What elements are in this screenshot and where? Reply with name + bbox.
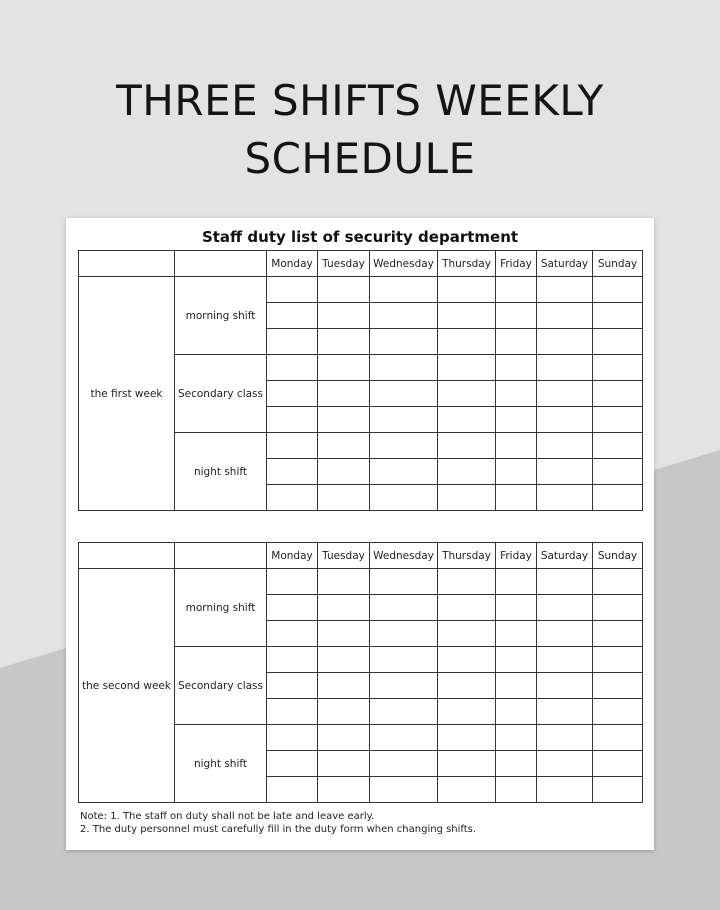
page-title bbox=[0, 72, 720, 188]
duty-cell[interactable] bbox=[496, 751, 537, 777]
duty-cell[interactable] bbox=[537, 277, 593, 303]
corner-cell bbox=[79, 543, 175, 569]
duty-cell[interactable] bbox=[496, 777, 537, 803]
duty-cell[interactable] bbox=[438, 277, 496, 303]
duty-cell[interactable] bbox=[537, 777, 593, 803]
duty-cell[interactable] bbox=[438, 355, 496, 381]
day-header-tuesday: Tuesday bbox=[318, 543, 370, 569]
duty-cell[interactable] bbox=[438, 381, 496, 407]
day-header-sunday: Sunday bbox=[593, 543, 643, 569]
duty-cell[interactable] bbox=[318, 621, 370, 647]
duty-cell[interactable] bbox=[496, 433, 537, 459]
day-header-sunday: Sunday bbox=[593, 251, 643, 277]
duty-cell[interactable] bbox=[370, 381, 438, 407]
duty-cell[interactable] bbox=[593, 621, 643, 647]
duty-cell[interactable] bbox=[496, 595, 537, 621]
duty-cell[interactable] bbox=[496, 725, 537, 751]
duty-cell[interactable] bbox=[496, 485, 537, 511]
duty-cell[interactable] bbox=[318, 303, 370, 329]
duty-cell[interactable] bbox=[593, 595, 643, 621]
duty-cell[interactable] bbox=[496, 381, 537, 407]
duty-cell[interactable] bbox=[267, 621, 318, 647]
duty-cell[interactable] bbox=[537, 407, 593, 433]
duty-cell[interactable] bbox=[267, 433, 318, 459]
duty-cell[interactable] bbox=[537, 647, 593, 673]
duty-cell[interactable] bbox=[318, 595, 370, 621]
duty-cell[interactable] bbox=[438, 699, 496, 725]
duty-cell[interactable] bbox=[496, 303, 537, 329]
duty-cell[interactable] bbox=[267, 355, 318, 381]
duty-cell[interactable] bbox=[318, 433, 370, 459]
duty-cell[interactable] bbox=[593, 355, 643, 381]
duty-cell[interactable] bbox=[593, 407, 643, 433]
duty-cell[interactable] bbox=[438, 459, 496, 485]
duty-cell[interactable] bbox=[537, 329, 593, 355]
duty-cell[interactable] bbox=[318, 673, 370, 699]
duty-cell[interactable] bbox=[496, 277, 537, 303]
duty-cell[interactable] bbox=[370, 647, 438, 673]
duty-cell[interactable] bbox=[593, 433, 643, 459]
day-header-monday: Monday bbox=[267, 251, 318, 277]
shift-label-night: night shift bbox=[175, 725, 267, 803]
duty-cell[interactable] bbox=[267, 673, 318, 699]
duty-cell[interactable] bbox=[318, 355, 370, 381]
duty-cell[interactable] bbox=[370, 673, 438, 699]
duty-cell[interactable] bbox=[370, 407, 438, 433]
duty-cell[interactable] bbox=[370, 329, 438, 355]
duty-cell[interactable] bbox=[267, 751, 318, 777]
duty-cell[interactable] bbox=[370, 725, 438, 751]
duty-cell[interactable] bbox=[537, 595, 593, 621]
duty-cell[interactable] bbox=[593, 277, 643, 303]
duty-cell[interactable] bbox=[496, 621, 537, 647]
week-label: the second week bbox=[79, 569, 175, 803]
duty-cell[interactable] bbox=[318, 277, 370, 303]
shift-label-morning: morning shift bbox=[175, 569, 267, 647]
duty-cell[interactable] bbox=[537, 699, 593, 725]
duty-cell[interactable] bbox=[537, 433, 593, 459]
shift-label-night: night shift bbox=[175, 433, 267, 511]
duty-cell[interactable] bbox=[267, 381, 318, 407]
duty-cell[interactable] bbox=[370, 277, 438, 303]
duty-cell[interactable] bbox=[496, 673, 537, 699]
duty-cell[interactable] bbox=[438, 303, 496, 329]
duty-cell[interactable] bbox=[438, 407, 496, 433]
day-header-tuesday: Tuesday bbox=[318, 251, 370, 277]
duty-cell[interactable] bbox=[267, 459, 318, 485]
duty-cell[interactable] bbox=[318, 569, 370, 595]
day-header-saturday: Saturday bbox=[537, 251, 593, 277]
duty-cell[interactable] bbox=[370, 621, 438, 647]
duty-cell[interactable] bbox=[370, 303, 438, 329]
duty-cell[interactable] bbox=[438, 569, 496, 595]
duty-cell[interactable] bbox=[318, 381, 370, 407]
day-header-thursday: Thursday bbox=[438, 251, 496, 277]
duty-cell[interactable] bbox=[496, 647, 537, 673]
duty-cell[interactable] bbox=[318, 699, 370, 725]
duty-cell[interactable] bbox=[537, 381, 593, 407]
duty-cell[interactable] bbox=[370, 595, 438, 621]
shift-label-morning: morning shift bbox=[175, 277, 267, 355]
corner-cell bbox=[79, 251, 175, 277]
duty-cell[interactable] bbox=[438, 433, 496, 459]
duty-cell[interactable] bbox=[438, 595, 496, 621]
week-1-table bbox=[78, 250, 643, 511]
duty-cell[interactable] bbox=[370, 569, 438, 595]
duty-cell[interactable] bbox=[267, 595, 318, 621]
note-line-2: 2. The duty personnel must carefully fill in the duty form when changing shifts. bbox=[80, 824, 477, 835]
duty-cell[interactable] bbox=[438, 621, 496, 647]
page-title-line-1: THREE SHIFTS WEEKLY bbox=[116, 76, 604, 125]
duty-cell[interactable] bbox=[438, 751, 496, 777]
duty-cell[interactable] bbox=[537, 485, 593, 511]
day-header-saturday: Saturday bbox=[537, 543, 593, 569]
duty-cell[interactable] bbox=[370, 699, 438, 725]
note-line-1: Note: 1. The staff on duty shall not be late and leave early. bbox=[80, 811, 375, 822]
duty-cell[interactable] bbox=[593, 459, 643, 485]
duty-cell[interactable] bbox=[496, 355, 537, 381]
duty-cell[interactable] bbox=[267, 777, 318, 803]
day-header-wednesday: Wednesday bbox=[370, 251, 438, 277]
duty-cell[interactable] bbox=[370, 355, 438, 381]
schedule-sheet bbox=[66, 218, 654, 850]
duty-cell[interactable] bbox=[537, 569, 593, 595]
day-header-wednesday: Wednesday bbox=[370, 543, 438, 569]
duty-cell[interactable] bbox=[537, 459, 593, 485]
duty-cell[interactable] bbox=[438, 673, 496, 699]
day-header-thursday: Thursday bbox=[438, 543, 496, 569]
sheet-title: Staff duty list of security department bbox=[201, 228, 519, 246]
duty-cell[interactable] bbox=[496, 699, 537, 725]
table-row bbox=[79, 277, 643, 303]
duty-cell[interactable] bbox=[537, 725, 593, 751]
duty-cell[interactable] bbox=[438, 647, 496, 673]
duty-cell[interactable] bbox=[593, 777, 643, 803]
header-row bbox=[79, 251, 643, 277]
duty-cell[interactable] bbox=[438, 725, 496, 751]
duty-cell[interactable] bbox=[370, 751, 438, 777]
duty-cell[interactable] bbox=[593, 673, 643, 699]
duty-cell[interactable] bbox=[267, 329, 318, 355]
duty-cell[interactable] bbox=[318, 485, 370, 511]
duty-cell[interactable] bbox=[318, 329, 370, 355]
table-row bbox=[79, 569, 643, 595]
duty-cell[interactable] bbox=[267, 647, 318, 673]
duty-cell[interactable] bbox=[267, 485, 318, 511]
duty-cell[interactable] bbox=[593, 699, 643, 725]
duty-cell[interactable] bbox=[496, 569, 537, 595]
duty-cell[interactable] bbox=[496, 459, 537, 485]
duty-cell[interactable] bbox=[593, 725, 643, 751]
duty-cell[interactable] bbox=[593, 303, 643, 329]
duty-cell[interactable] bbox=[370, 485, 438, 511]
duty-cell[interactable] bbox=[318, 725, 370, 751]
header-row bbox=[79, 543, 643, 569]
duty-cell[interactable] bbox=[370, 459, 438, 485]
duty-cell[interactable] bbox=[318, 777, 370, 803]
duty-cell[interactable] bbox=[438, 485, 496, 511]
day-header-friday: Friday bbox=[496, 543, 537, 569]
duty-cell[interactable] bbox=[438, 777, 496, 803]
duty-cell[interactable] bbox=[496, 329, 537, 355]
duty-cell[interactable] bbox=[318, 407, 370, 433]
corner-cell bbox=[175, 543, 267, 569]
duty-cell[interactable] bbox=[537, 621, 593, 647]
day-header-friday: Friday bbox=[496, 251, 537, 277]
duty-cell[interactable] bbox=[267, 277, 318, 303]
duty-cell[interactable] bbox=[537, 303, 593, 329]
notes bbox=[80, 810, 640, 836]
page-title-line-2: SCHEDULE bbox=[244, 134, 476, 183]
duty-cell[interactable] bbox=[593, 569, 643, 595]
corner-cell bbox=[175, 251, 267, 277]
duty-cell[interactable] bbox=[267, 407, 318, 433]
duty-cell[interactable] bbox=[267, 699, 318, 725]
duty-cell[interactable] bbox=[370, 777, 438, 803]
duty-cell[interactable] bbox=[438, 329, 496, 355]
duty-cell[interactable] bbox=[593, 329, 643, 355]
duty-cell[interactable] bbox=[593, 751, 643, 777]
duty-cell[interactable] bbox=[267, 303, 318, 329]
shift-label-secondary: Secondary class bbox=[175, 355, 267, 433]
duty-cell[interactable] bbox=[370, 433, 438, 459]
shift-label-secondary: Secondary class bbox=[175, 647, 267, 725]
duty-cell[interactable] bbox=[537, 355, 593, 381]
day-header-monday: Monday bbox=[267, 543, 318, 569]
duty-cell[interactable] bbox=[318, 647, 370, 673]
week-2-table bbox=[78, 542, 643, 803]
duty-cell[interactable] bbox=[537, 751, 593, 777]
duty-cell[interactable] bbox=[318, 751, 370, 777]
duty-cell[interactable] bbox=[318, 459, 370, 485]
duty-cell[interactable] bbox=[267, 569, 318, 595]
duty-cell[interactable] bbox=[593, 485, 643, 511]
duty-cell[interactable] bbox=[496, 407, 537, 433]
duty-cell[interactable] bbox=[593, 381, 643, 407]
duty-cell[interactable] bbox=[267, 725, 318, 751]
duty-cell[interactable] bbox=[537, 673, 593, 699]
duty-cell[interactable] bbox=[593, 647, 643, 673]
week-label: the first week bbox=[79, 277, 175, 511]
